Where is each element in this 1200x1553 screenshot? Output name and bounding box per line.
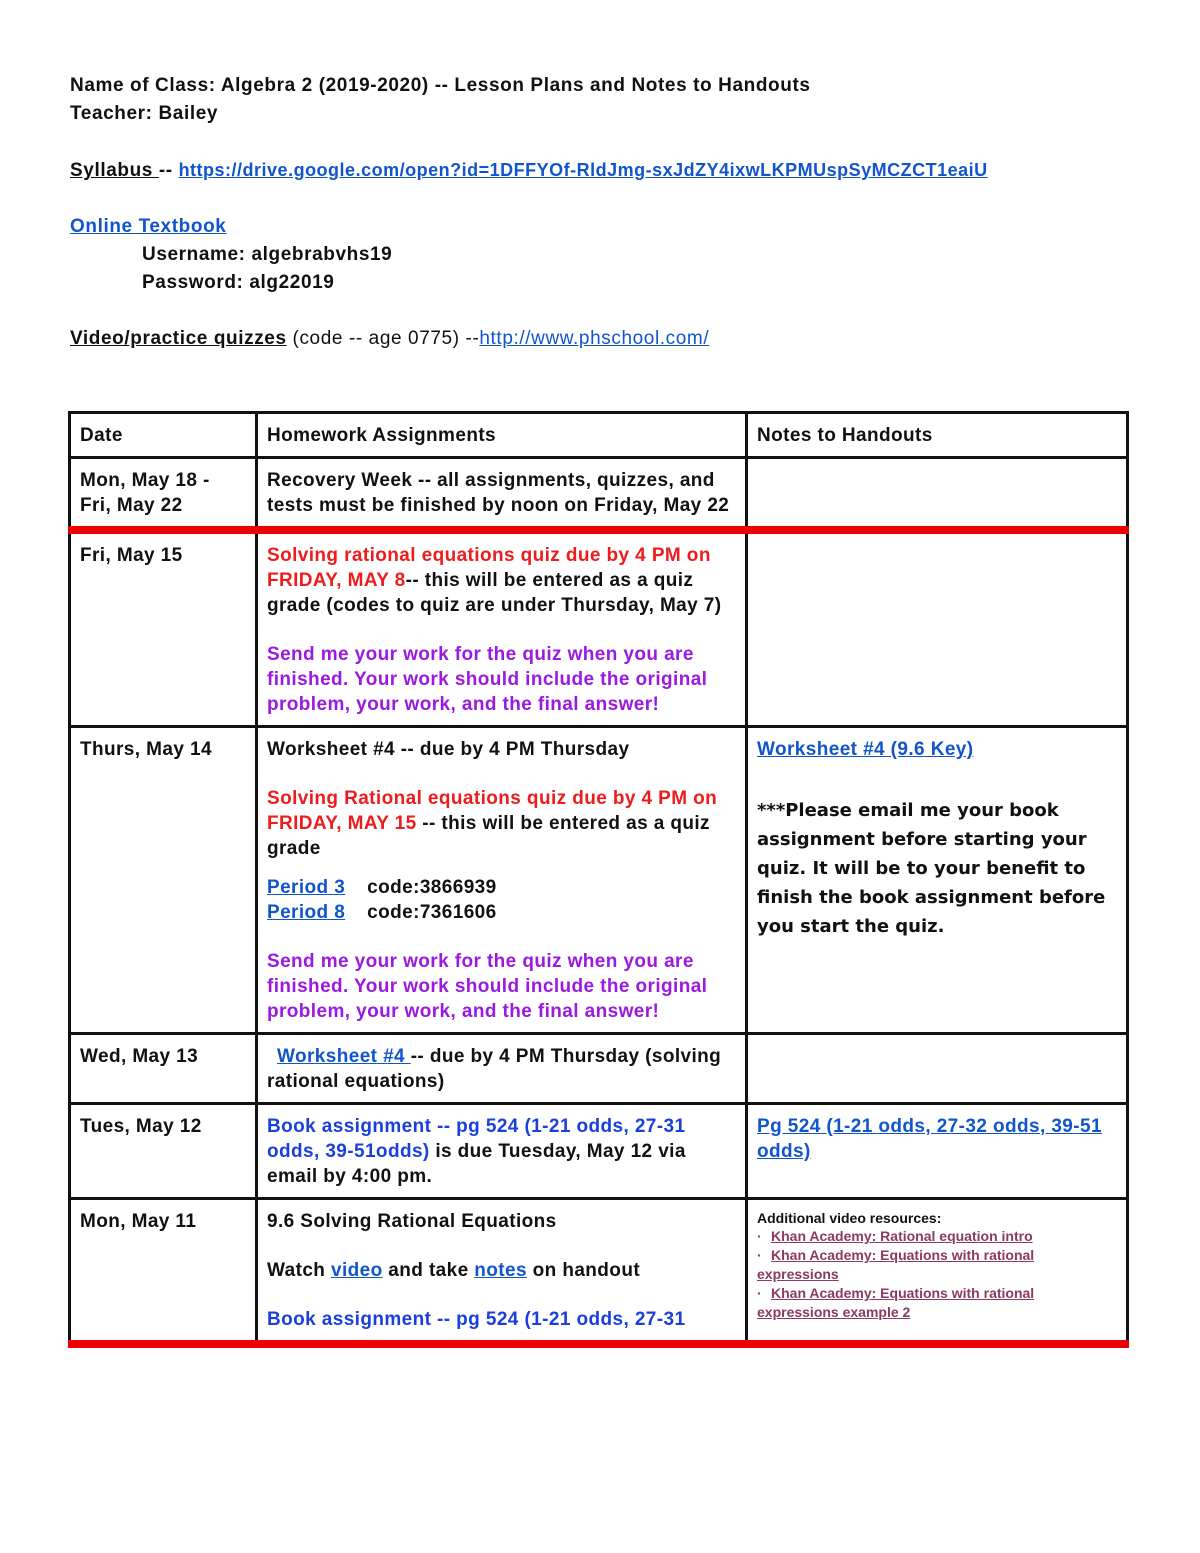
row-homework	[257, 1199, 747, 1345]
additional-resources-list	[757, 1227, 1117, 1322]
row-notes	[747, 1104, 1128, 1199]
class-title: Name of Class: Algebra 2 (2019-2020) -- Lesson Plans and Notes to Handouts	[70, 75, 811, 96]
teacher-name: Teacher: Bailey	[70, 103, 219, 124]
row-date: Wed, May 13	[70, 1034, 257, 1104]
video-quizzes-code: (code -- age 0775) --	[286, 328, 480, 349]
quiz-grade-text: -- this will be entered as a quiz grade	[267, 813, 710, 859]
on-handout-text: on handout	[526, 1260, 641, 1281]
worksheet-due-text: Worksheet #4 -- due by 4 PM Thursday	[267, 739, 630, 760]
table-row	[70, 1199, 1128, 1345]
khan-link-3[interactable]: · Khan Academy: Equations with rational expressions example 2	[757, 1285, 1035, 1320]
khan-link-2[interactable]: · Khan Academy: Equations with rational expressions	[757, 1247, 1035, 1282]
send-work-text: Send me your work for the quiz when you are finished. Your work should include the original problem, your work, and the final answer!	[267, 951, 708, 1022]
pg-524-link[interactable]: Pg 524 (1-21 odds, 27-32 odds, 39-51 odds)	[757, 1116, 1102, 1162]
row-date: Fri, May 15	[70, 530, 257, 727]
additional-resources-title: Additional video resources:	[757, 1210, 942, 1226]
row-date: Mon, May 11	[70, 1199, 257, 1345]
take-text: and take	[382, 1260, 475, 1281]
lesson-plan-table	[68, 411, 1129, 1348]
video-quizzes-line	[70, 325, 1130, 353]
worksheet-4-link[interactable]: Worksheet #4	[277, 1046, 411, 1067]
quiz-due-text: Solving Rational equations quiz due by 4 PM on FRIDAY, MAY 15	[267, 788, 718, 834]
online-textbook-link[interactable]: Online Textbook	[70, 216, 227, 237]
quiz-due-text: Solving rational equations quiz due by 4 PM on FRIDAY, MAY 8	[267, 545, 711, 591]
period-3-link[interactable]: Period 3	[267, 877, 346, 898]
row-homework	[257, 530, 747, 727]
video-link[interactable]: video	[330, 1260, 383, 1281]
send-work-text: Send me your work for the quiz when you are finished. Your work should include the original problem, your work, and the final answer!	[267, 644, 708, 715]
online-textbook-line	[70, 213, 1130, 241]
watch-text: Watch	[267, 1260, 331, 1281]
table-row	[70, 458, 1128, 531]
table-row	[70, 1104, 1128, 1199]
worksheet-4-key-link[interactable]: Worksheet #4 (9.6 Key)	[757, 739, 974, 760]
row-homework	[257, 1034, 747, 1104]
syllabus-separator: --	[158, 160, 179, 181]
book-assignment-due: is due Tuesday, May 12 via email by 4:00 pm.	[267, 1141, 686, 1187]
header-homework: Homework Assignments	[257, 413, 747, 458]
row-homework	[257, 1104, 747, 1199]
period-8-link[interactable]: Period 8	[267, 902, 346, 923]
book-assignment-text: Book assignment -- pg 524 (1-21 odds, 27-31 odds, 39-51odds)	[267, 1116, 686, 1162]
table-row	[70, 530, 1128, 727]
row-notes	[747, 1034, 1128, 1104]
row-notes	[747, 458, 1128, 531]
row-date: Mon, May 18 - Fri, May 22	[70, 458, 257, 531]
table-row	[70, 1034, 1128, 1104]
notes-link[interactable]: notes	[474, 1260, 527, 1281]
row-homework	[257, 727, 747, 1034]
header-notes: Notes to Handouts	[747, 413, 1128, 458]
username: Username: algebrabvhs19	[142, 244, 393, 265]
row-notes	[747, 727, 1128, 1034]
syllabus-line	[70, 156, 1130, 185]
password: Password: alg22019	[142, 272, 335, 293]
row-date: Thurs, May 14	[70, 727, 257, 1034]
worksheet-due-text: -- due by 4 PM Thursday (solving rational equations)	[267, 1046, 722, 1092]
quiz-grade-text: -- this will be entered as a quiz grade (codes to quiz are under Thursday, May 7)	[267, 570, 722, 616]
phschool-link[interactable]: http://www.phschool.com/	[479, 328, 710, 349]
row-notes	[747, 1199, 1128, 1345]
syllabus-label: Syllabus	[70, 160, 159, 181]
khan-link-1[interactable]: · Khan Academy: Rational equation intro	[757, 1228, 1033, 1244]
book-assignment-text: Book assignment -- pg 524 (1-21 odds, 27-31	[267, 1309, 686, 1330]
table-header-row	[70, 413, 1128, 458]
row-notes	[747, 530, 1128, 727]
row-date: Tues, May 12	[70, 1104, 257, 1199]
table-row	[70, 727, 1128, 1034]
period-3-code: code:3866939	[367, 877, 497, 898]
lesson-title: 9.6 Solving Rational Equations	[267, 1211, 557, 1232]
syllabus-link[interactable]: https://drive.google.com/open?id=1DFFYOf-RldJmg-sxJdZY4ixwLKPMUspSyMCZCT1eaiU	[178, 160, 988, 180]
header-date: Date	[70, 413, 257, 458]
video-quizzes-label: Video/practice quizzes	[70, 328, 287, 349]
period-8-code: code:7361606	[367, 902, 497, 923]
document-header	[70, 72, 1130, 353]
email-note: ***Please email me your book assignment before starting your quiz. It will be to your benefit to finish the book assignment before you start the quiz.	[757, 800, 1106, 937]
row-homework: Recovery Week -- all assignments, quizzes, and tests must be finished by noon on Friday, May 22	[257, 458, 747, 531]
